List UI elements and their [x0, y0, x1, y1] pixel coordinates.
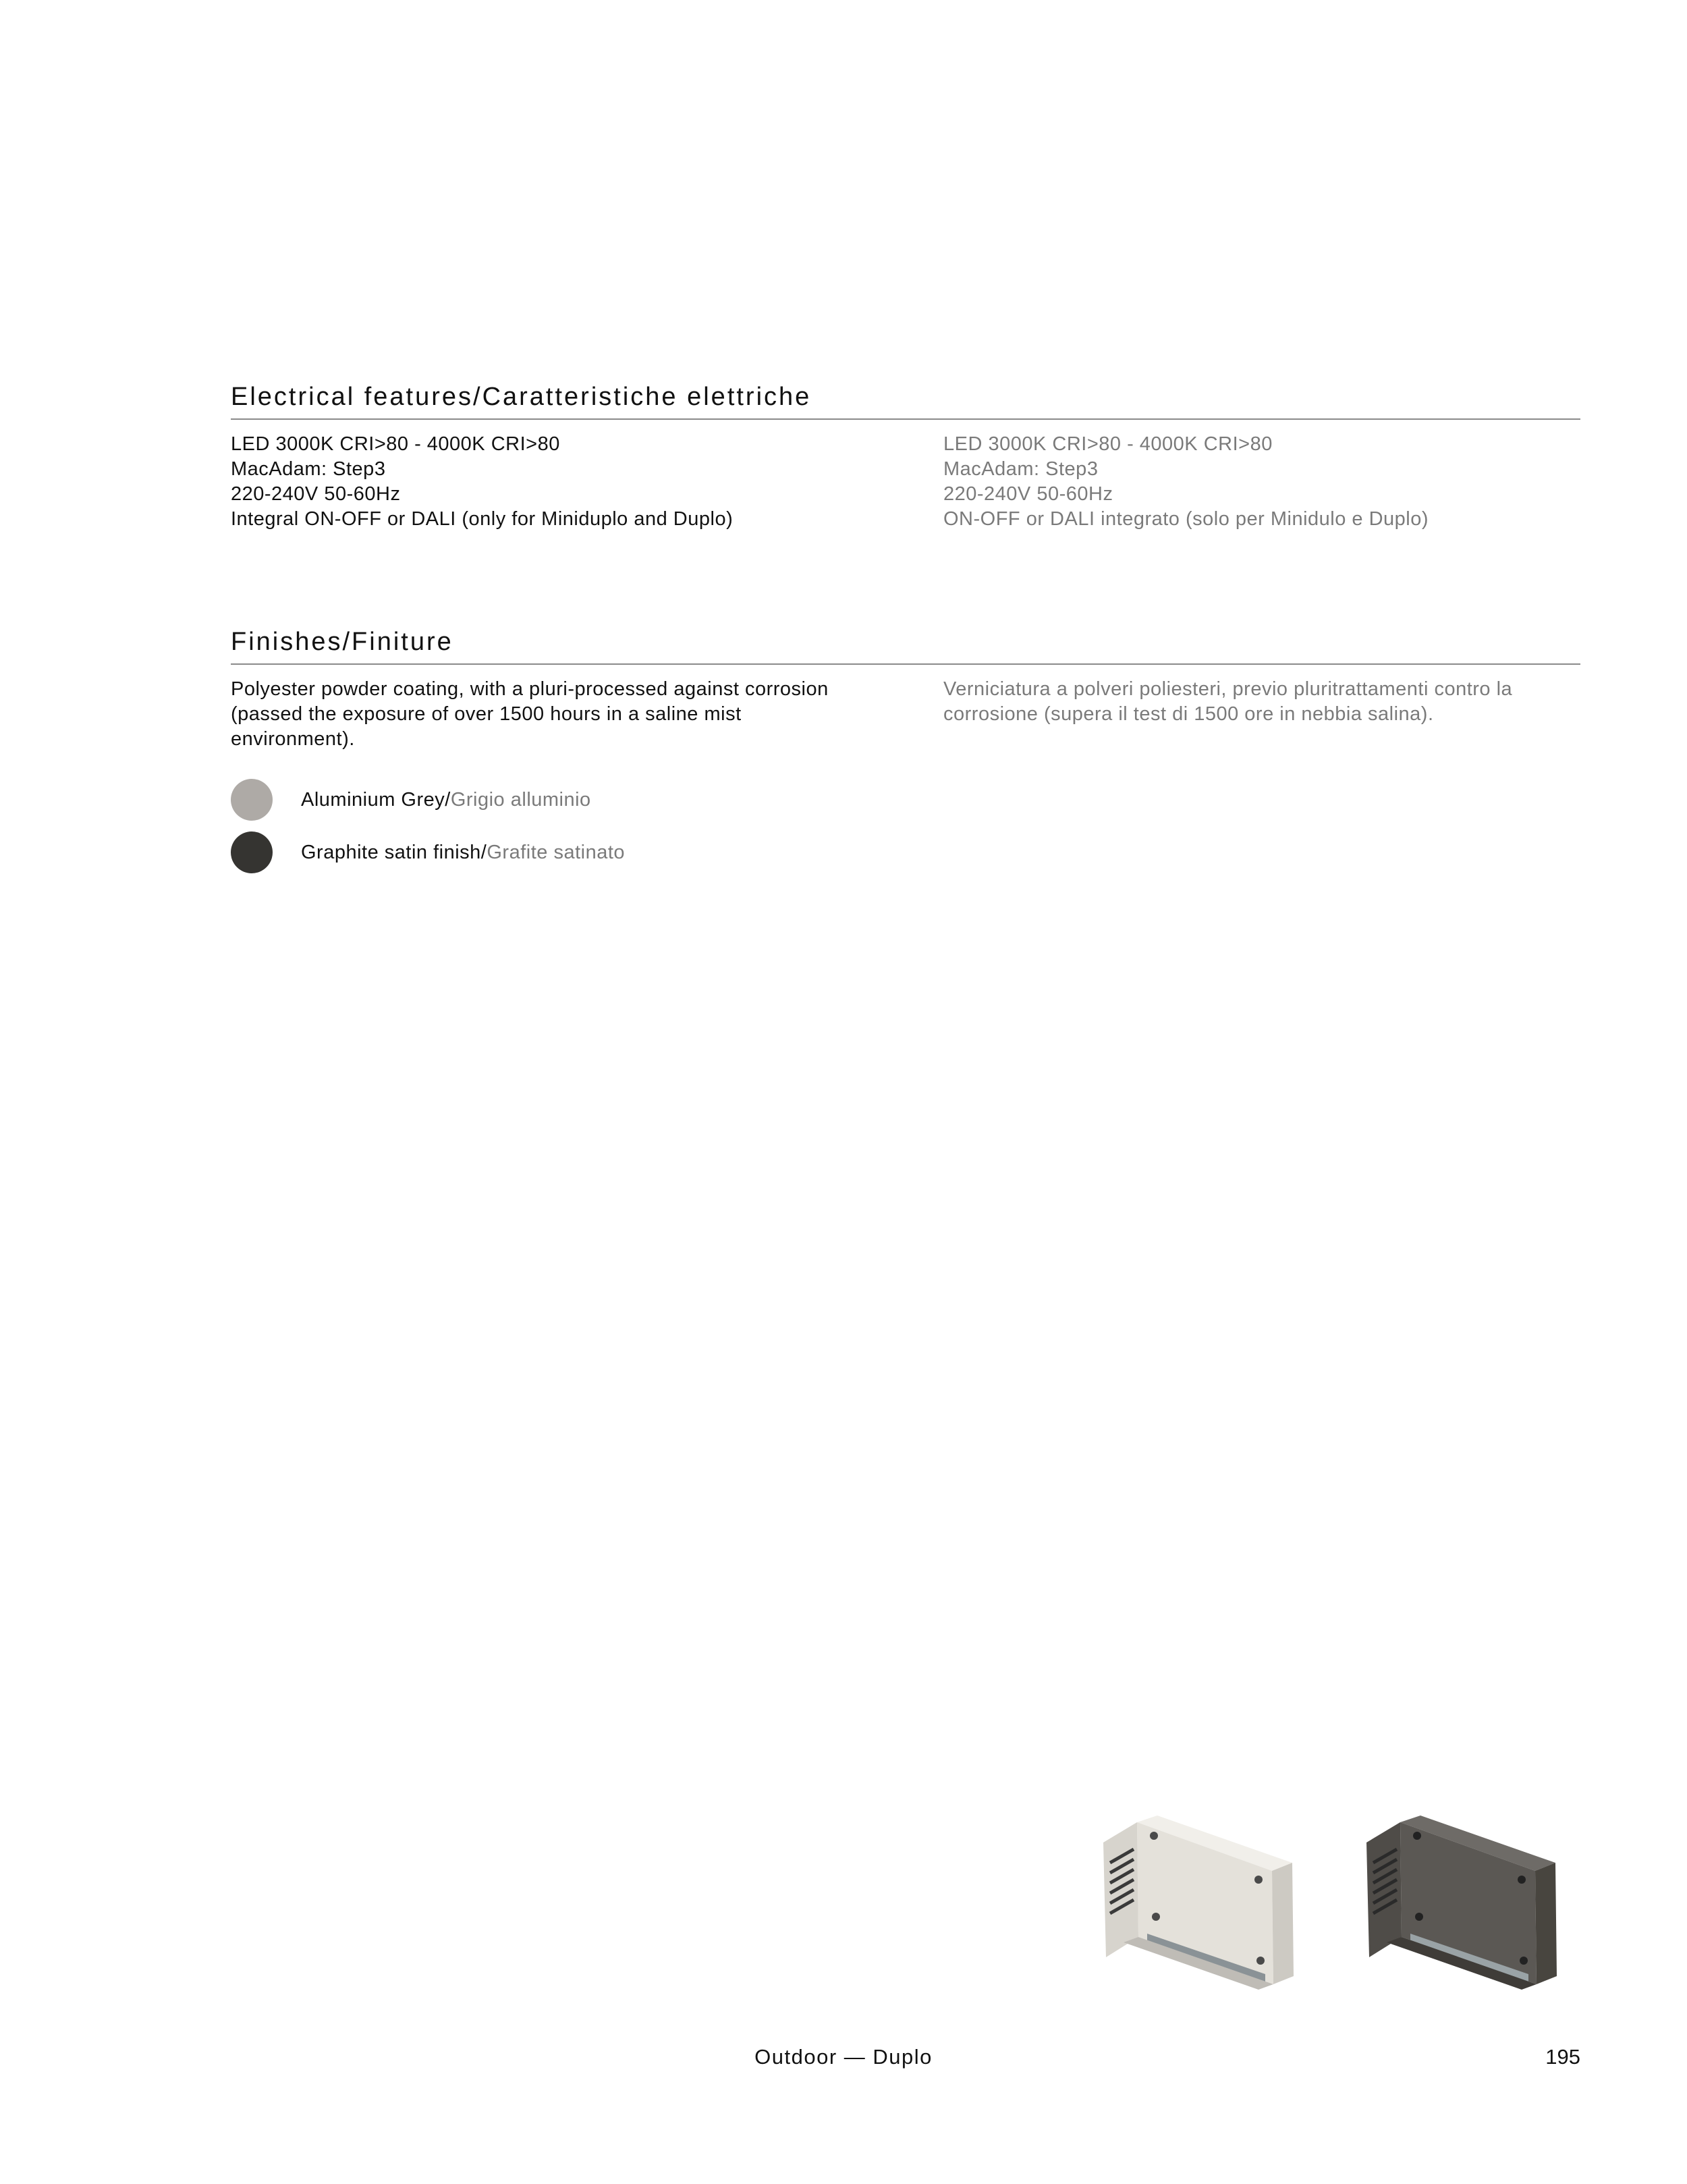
- electrical-en-line: Integral ON-OFF or DALI (only for Miniduplo and Duplo): [231, 508, 734, 530]
- swatch-list: [231, 779, 943, 873]
- swatch-dot: [231, 779, 273, 821]
- electrical-english: [231, 432, 943, 532]
- product-image-graphite: [1360, 1816, 1582, 1991]
- electrical-en-line: 220-240V 50-60Hz: [231, 483, 401, 505]
- swatch-label: [301, 840, 625, 865]
- electrical-it-line: LED 3000K CRI>80 - 4000K CRI>80: [943, 433, 1273, 455]
- footer-title: Outdoor — Duplo: [754, 2045, 933, 2069]
- electrical-section: [231, 383, 1580, 532]
- swatch-dot: [231, 831, 273, 873]
- swatch-aluminium-grey: [231, 779, 943, 821]
- electrical-it-line: MacAdam: Step3: [943, 458, 1099, 480]
- electrical-columns: [231, 432, 1580, 532]
- swatch-label-it: Grigio alluminio: [450, 788, 591, 811]
- swatch-label-en: Graphite satin finish/: [301, 841, 487, 863]
- swatch-label-it: Grafite satinato: [487, 841, 626, 863]
- finishes-columns: [231, 677, 1580, 884]
- finishes-italian: [943, 677, 1580, 884]
- electrical-it-line: ON-OFF or DALI integrato (solo per Minidulo e Duplo): [943, 508, 1429, 530]
- electrical-en-line: LED 3000K CRI>80 - 4000K CRI>80: [231, 433, 560, 455]
- finishes-en-text: Polyester powder coating, with a pluri-processed against corrosion (passed the exposure of over 1500 hours in a saline mist environment).: [231, 678, 829, 750]
- finishes-it-text: Verniciatura a polveri poliesteri, previo pluritrattamenti contro la corrosione (supera il test di 1500 ore in nebbia salina).: [943, 678, 1513, 725]
- finishes-section: [231, 628, 1580, 884]
- electrical-heading: Electrical features/Caratteristiche elettriche: [231, 383, 1580, 420]
- product-images: [1097, 1816, 1582, 1991]
- swatch-label-en: Aluminium Grey/: [301, 788, 451, 811]
- finishes-heading: Finishes/Finiture: [231, 628, 1580, 665]
- product-image-grey: [1097, 1816, 1319, 1991]
- electrical-it-line: 220-240V 50-60Hz: [943, 483, 1113, 505]
- electrical-italian: [943, 432, 1580, 532]
- swatch-label: [301, 788, 591, 813]
- page-number: 195: [1545, 2045, 1580, 2069]
- finishes-english: [231, 677, 943, 884]
- swatch-graphite: [231, 831, 943, 873]
- electrical-en-line: MacAdam: Step3: [231, 458, 386, 480]
